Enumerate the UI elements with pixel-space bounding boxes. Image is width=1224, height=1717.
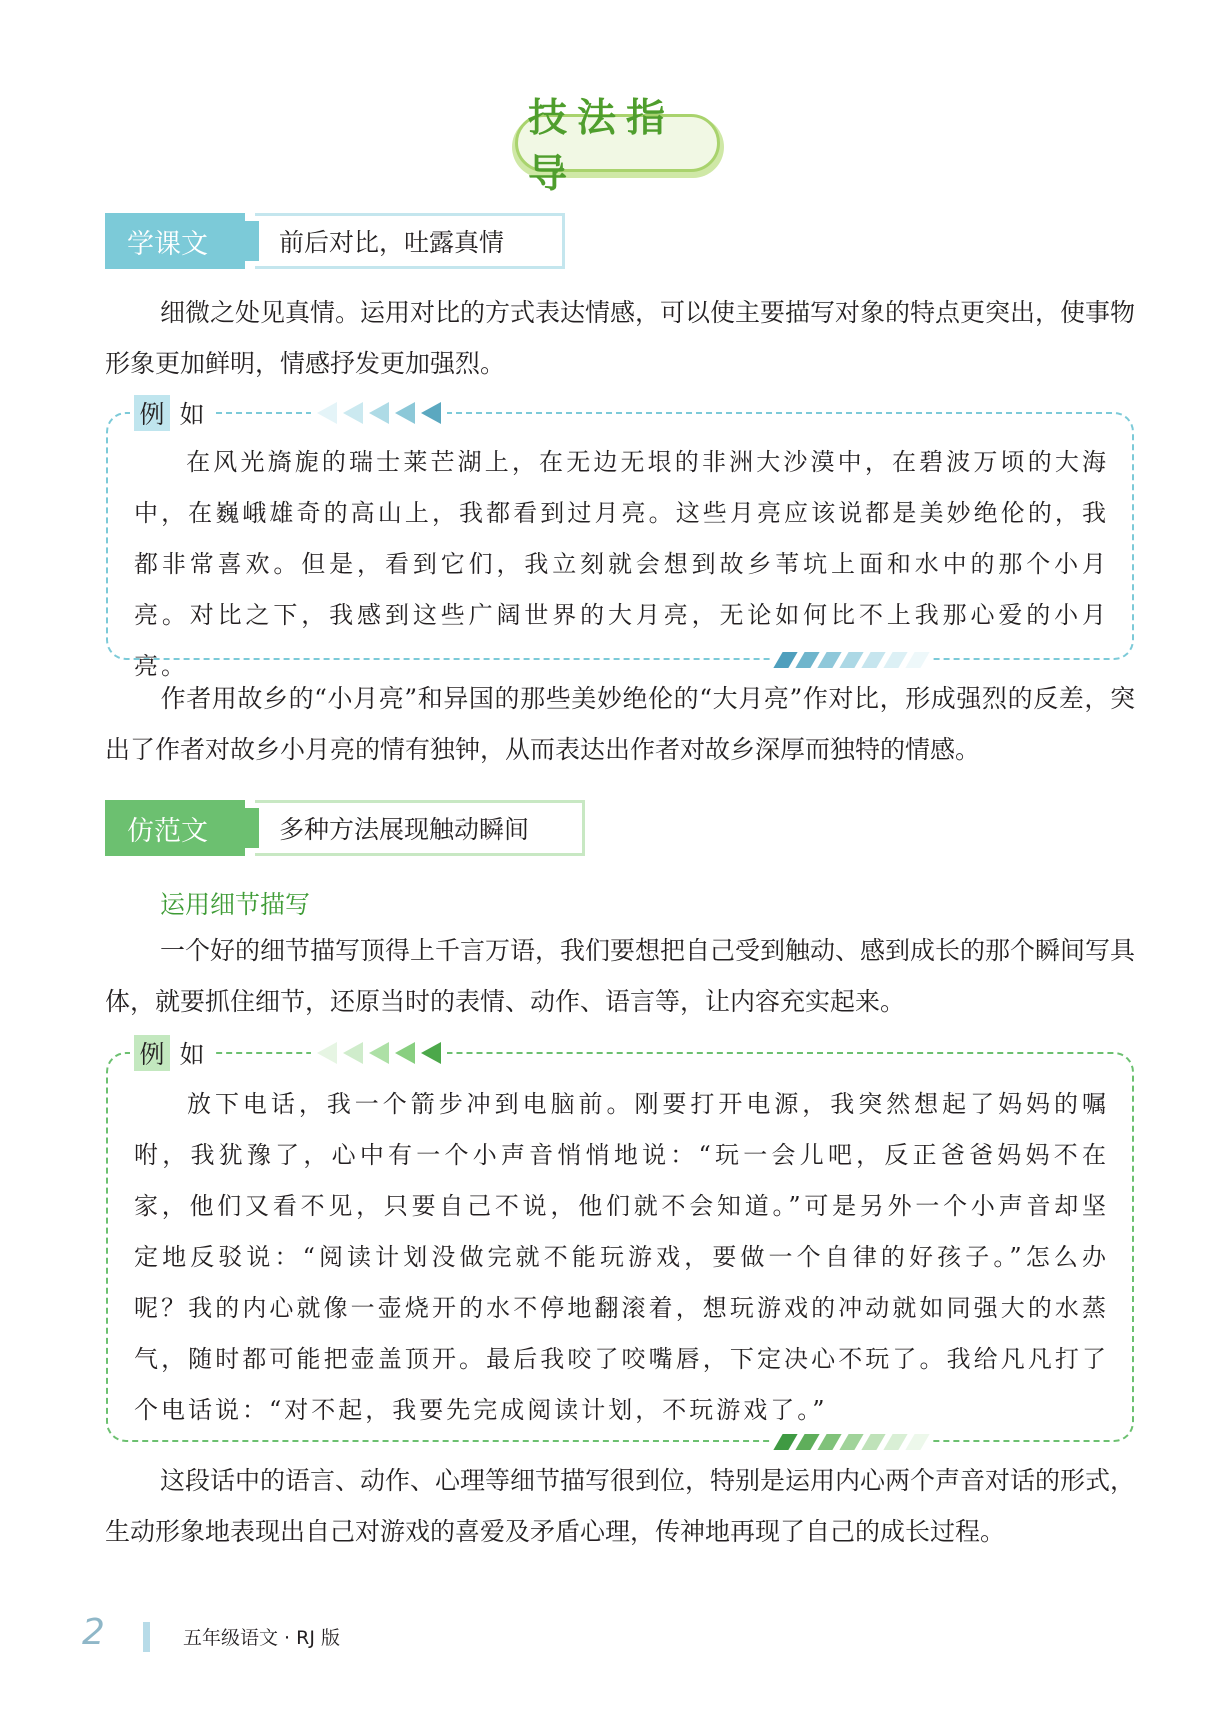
example-label-char: 例 xyxy=(134,395,170,431)
arrow-decoration xyxy=(311,402,447,424)
stripe-decoration xyxy=(772,652,931,668)
example-label xyxy=(130,1035,214,1071)
example-text-2: 放下电话，我一个箭步冲到电脑前。刚要打开电源，我突然想起了妈妈的嘱咐，我犹豫了，心中有一个小声音悄悄地说：“玩一会儿吧，反正爸爸妈妈不在家，他们又看不见，只要自己不说，他们就不会知道。”可是另外一个小声音却坚定地反驳说：“阅读计划没做完就不能玩游戏，要做一个自律的好孩子。”怎么办呢？我的内心就像一壶烧开的水不停地翻滚着，想玩游戏的冲动就如同强大的水蒸气，随时都可能把壶盖顶开。最后我咬了咬嘴唇，下定决心不玩了。我给凡凡打了个电话说：“对不起，我要先完成阅读计划，不玩游戏了。” xyxy=(134,1090,1109,1424)
page-title: 技法指导 xyxy=(515,114,720,172)
stripe-decoration xyxy=(772,1434,931,1450)
section2-analysis: 这段话中的语言、动作、心理等细节描写很到位，特别是运用内心两个声音对话的形式，生动形象地表现出自己对游戏的喜爱及矛盾心理，传神地再现了自己的成长过程。 xyxy=(105,1466,1136,1546)
section-tag: 学课文 xyxy=(105,213,245,269)
book-title: 五年级语文 · RJ 版 xyxy=(183,1627,340,1649)
example-label-char: 如 xyxy=(179,400,205,429)
example-text-1: 在风光旖旎的瑞士莱芒湖上，在无边无垠的非洲大沙漠中，在碧波万顷的大海中，在巍峨雄奇的高山上，我都看到过月亮。这些月亮应该说都是美妙绝伦的，我都非常喜欢。但是，看到它们，我立刻就会想到故乡苇坑上面和水中的那个小月亮。对比之下，我感到这些广阔世界的大月亮，无论如何比不上我那心爱的小月亮。 xyxy=(134,448,1109,680)
subheading: 运用细节描写 xyxy=(160,890,311,919)
section-header-imitate xyxy=(105,800,585,856)
page-number: 2 xyxy=(82,1612,105,1653)
section-header-learn xyxy=(105,213,565,269)
example-label-char: 如 xyxy=(179,1040,205,1069)
section1-intro: 细微之处见真情。运用对比的方式表达情感，可以使主要描写对象的特点更突出，使事物形象更加鲜明，情感抒发更加强烈。 xyxy=(105,298,1136,378)
example-label-char: 例 xyxy=(134,1035,170,1071)
footer-divider xyxy=(143,1622,150,1652)
arrow-decoration xyxy=(311,1042,447,1064)
section1-analysis: 作者用故乡的“小月亮”和异国的那些美妙绝伦的“大月亮”作对比，形成强烈的反差，突出了作者对故乡小月亮的情有独钟，从而表达出作者对故乡深厚而独特的情感。 xyxy=(105,684,1135,764)
example-label xyxy=(130,395,214,431)
section-heading: 前后对比，吐露真情 xyxy=(255,213,565,269)
section2-intro: 一个好的细节描写顶得上千言万语，我们要想把自己受到触动、感到成长的那个瞬间写具体，就要抓住细节，还原当时的表情、动作、语言等，让内容充实起来。 xyxy=(105,936,1136,1016)
section-tag: 仿范文 xyxy=(105,800,245,856)
section-heading: 多种方法展现触动瞬间 xyxy=(255,800,585,856)
